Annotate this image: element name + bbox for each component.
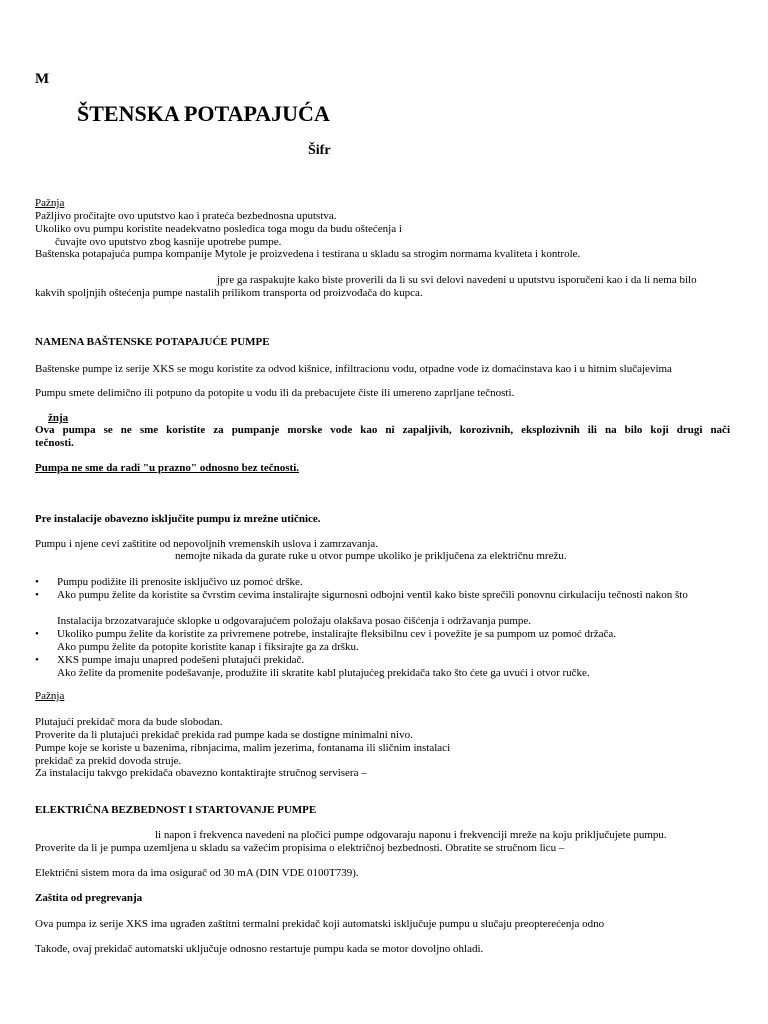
purpose-text: Baštenske pumpe iz serije XKS se mogu koristite za odvod kišnice, infiltracionu vodu, otpadne vode iz domaćinstava kao i u hitnim slučajevima <box>35 363 672 375</box>
install-bullet: Ukoliko pumpu želite da koristite za privremene potrebe, instalirajte fleksibilnu cev i povežite je sa pumpom uz pomoć držača. <box>57 628 616 640</box>
subheading-overheat: Zaštita od pregrevanja <box>35 892 143 904</box>
intro-line: kakvih spoljnjih oštećenja pumpe nastalih prilikom transporta od proizvođača do kupca. <box>35 287 423 299</box>
intro-line: jpre ga raspakujte kako biste proverili da li su svi delovi navedeni u uputstvu isporučeni kao i da li nema bilo <box>217 274 697 286</box>
electric-text: Proverite da li je pumpa uzemljena u skladu sa važećim propisima o električnoj bezbednosti. Obratite se stručnom licu – <box>35 842 565 854</box>
bullet-dot-icon: • <box>35 589 39 601</box>
install-bullet: XKS pumpe imaju unapred podešeni plutajući prekidač. <box>57 654 305 666</box>
float-text: Proverite da li plutajući prekidač prekida rad pumpe kada se dostigne minimalni nivo. <box>35 729 413 741</box>
bullet-dot-icon: • <box>35 654 39 666</box>
bullet-dot-icon: • <box>35 628 39 640</box>
section-heading-purpose: NAMENA BAŠTENSKE POTAPAJUĆE PUMPE <box>35 336 270 348</box>
electric-text: li napon i frekvenca navedeni na pločici pumpe odgovaraju naponu i frekvenciji mreže na koju priključujete pumpu. <box>155 829 667 841</box>
install-bullet: Pumpu podižite ili prenosite isključivo uz pomoć drške. <box>57 576 303 588</box>
install-bullet: Ako pumpu želite da koristite sa čvrstim cevima instalirajte sigurnosni odbojni ventil kako biste sprečili ponovnu cirkulaciju tečnosti nakon što <box>57 589 688 601</box>
install-text: nemojte nikada da gurate ruke u otvor pumpe ukoliko je priključena za električnu mrežu. <box>175 550 567 562</box>
warning-text: tečnosti. <box>35 437 74 449</box>
float-text: Za instalaciju takvgo prekidača obavezno kontaktirajte stručnog servisera – <box>35 767 367 779</box>
install-bullet-cont: Ako pumpu želite da potopite koristite kanap i fiksirajte ga za dršku. <box>57 641 359 653</box>
warning-label: žnja <box>48 412 69 424</box>
purpose-text: Pumpu smete delimično ili potpuno da potopite u vodu ili da prebacujete čiste ili umereno zaprljane tečnosti. <box>35 387 515 399</box>
install-bullet-cont: Ako želite da promenite podešavanje, produžite ili skratite kabl plutajućeg prekidača tako što ćete ga uvući i otvor ručke. <box>57 667 590 679</box>
electric-text: Takođe, ovaj prekidač automatski uključuje odnosno restartuje pumpu kada se motor dovoljno ohladi. <box>35 943 484 955</box>
float-text: prekidač za prekid dovoda struje. <box>35 755 182 767</box>
attention-label: Pažnja <box>35 690 65 702</box>
section-heading-electric: ELEKTRIČNA BEZBEDNOST I STARTOVANJE PUMPE <box>35 804 317 816</box>
electric-text: Električni sistem mora da ima osigurač od 30 mA (DIN VDE 0100T739). <box>35 867 359 879</box>
header-letter: M <box>35 71 50 87</box>
page-title: ŠTENSKA POTAPAJUĆA <box>77 101 330 126</box>
install-bullet-cont: Instalacija brzozatvarajuće sklopke u odgovarajućem položaju olakšava posao čišćenja i održavanja pumpe. <box>57 615 532 627</box>
intro-line: Baštenska potapajuća pumpa kompanije Mytole je proizvedena i testirana u skladu sa strogim normama kvaliteta i kontrole. <box>35 248 581 260</box>
float-text: Plutajući prekidač mora da bude slobodan. <box>35 716 223 728</box>
code-label: Šifr <box>308 143 331 158</box>
bullet-dot-icon: • <box>35 576 39 588</box>
attention-label: Pažnja <box>35 197 65 209</box>
warning-text: Ova pumpa se ne sme koristite za pumpanje morske vode kao ni zapaljivih, korozivnih, eksplozivnih ili na bilo koji drugi nači <box>35 424 730 436</box>
intro-line: čuvajte ovo uputstvo zbog kasnije upotrebe pumpe. <box>55 236 282 248</box>
intro-line: Pažljivo pročitajte ovo uputstvo kao i prateća bezbednosna uputstva. <box>35 210 337 222</box>
electric-text: Ova pumpa iz serije XKS ima ugrađen zaštitni termalni prekidač koji automatski isključuje pumpu u slučaju preopterećenja odno <box>35 918 605 930</box>
intro-line: Ukoliko ovu pumpu koristite neadekvatno posledica toga mogu da budu oštećenja i <box>35 223 402 235</box>
install-text: Pumpu i njene cevi zaštitite od nepovoljnih vremenskih uslova i zamrzavanja. <box>35 538 379 550</box>
warning-dry-run: Pumpa ne sme da radi "u prazno" odnosno bez tečnosti. <box>35 462 300 474</box>
install-heading: Pre instalacije obavezno isključite pumpu iz mrežne utičnice. <box>35 513 321 525</box>
float-text: Pumpe koje se koriste u bazenima, ribnjacima, malim jezerima, fontanama ili sličnim instalaci <box>35 742 451 754</box>
